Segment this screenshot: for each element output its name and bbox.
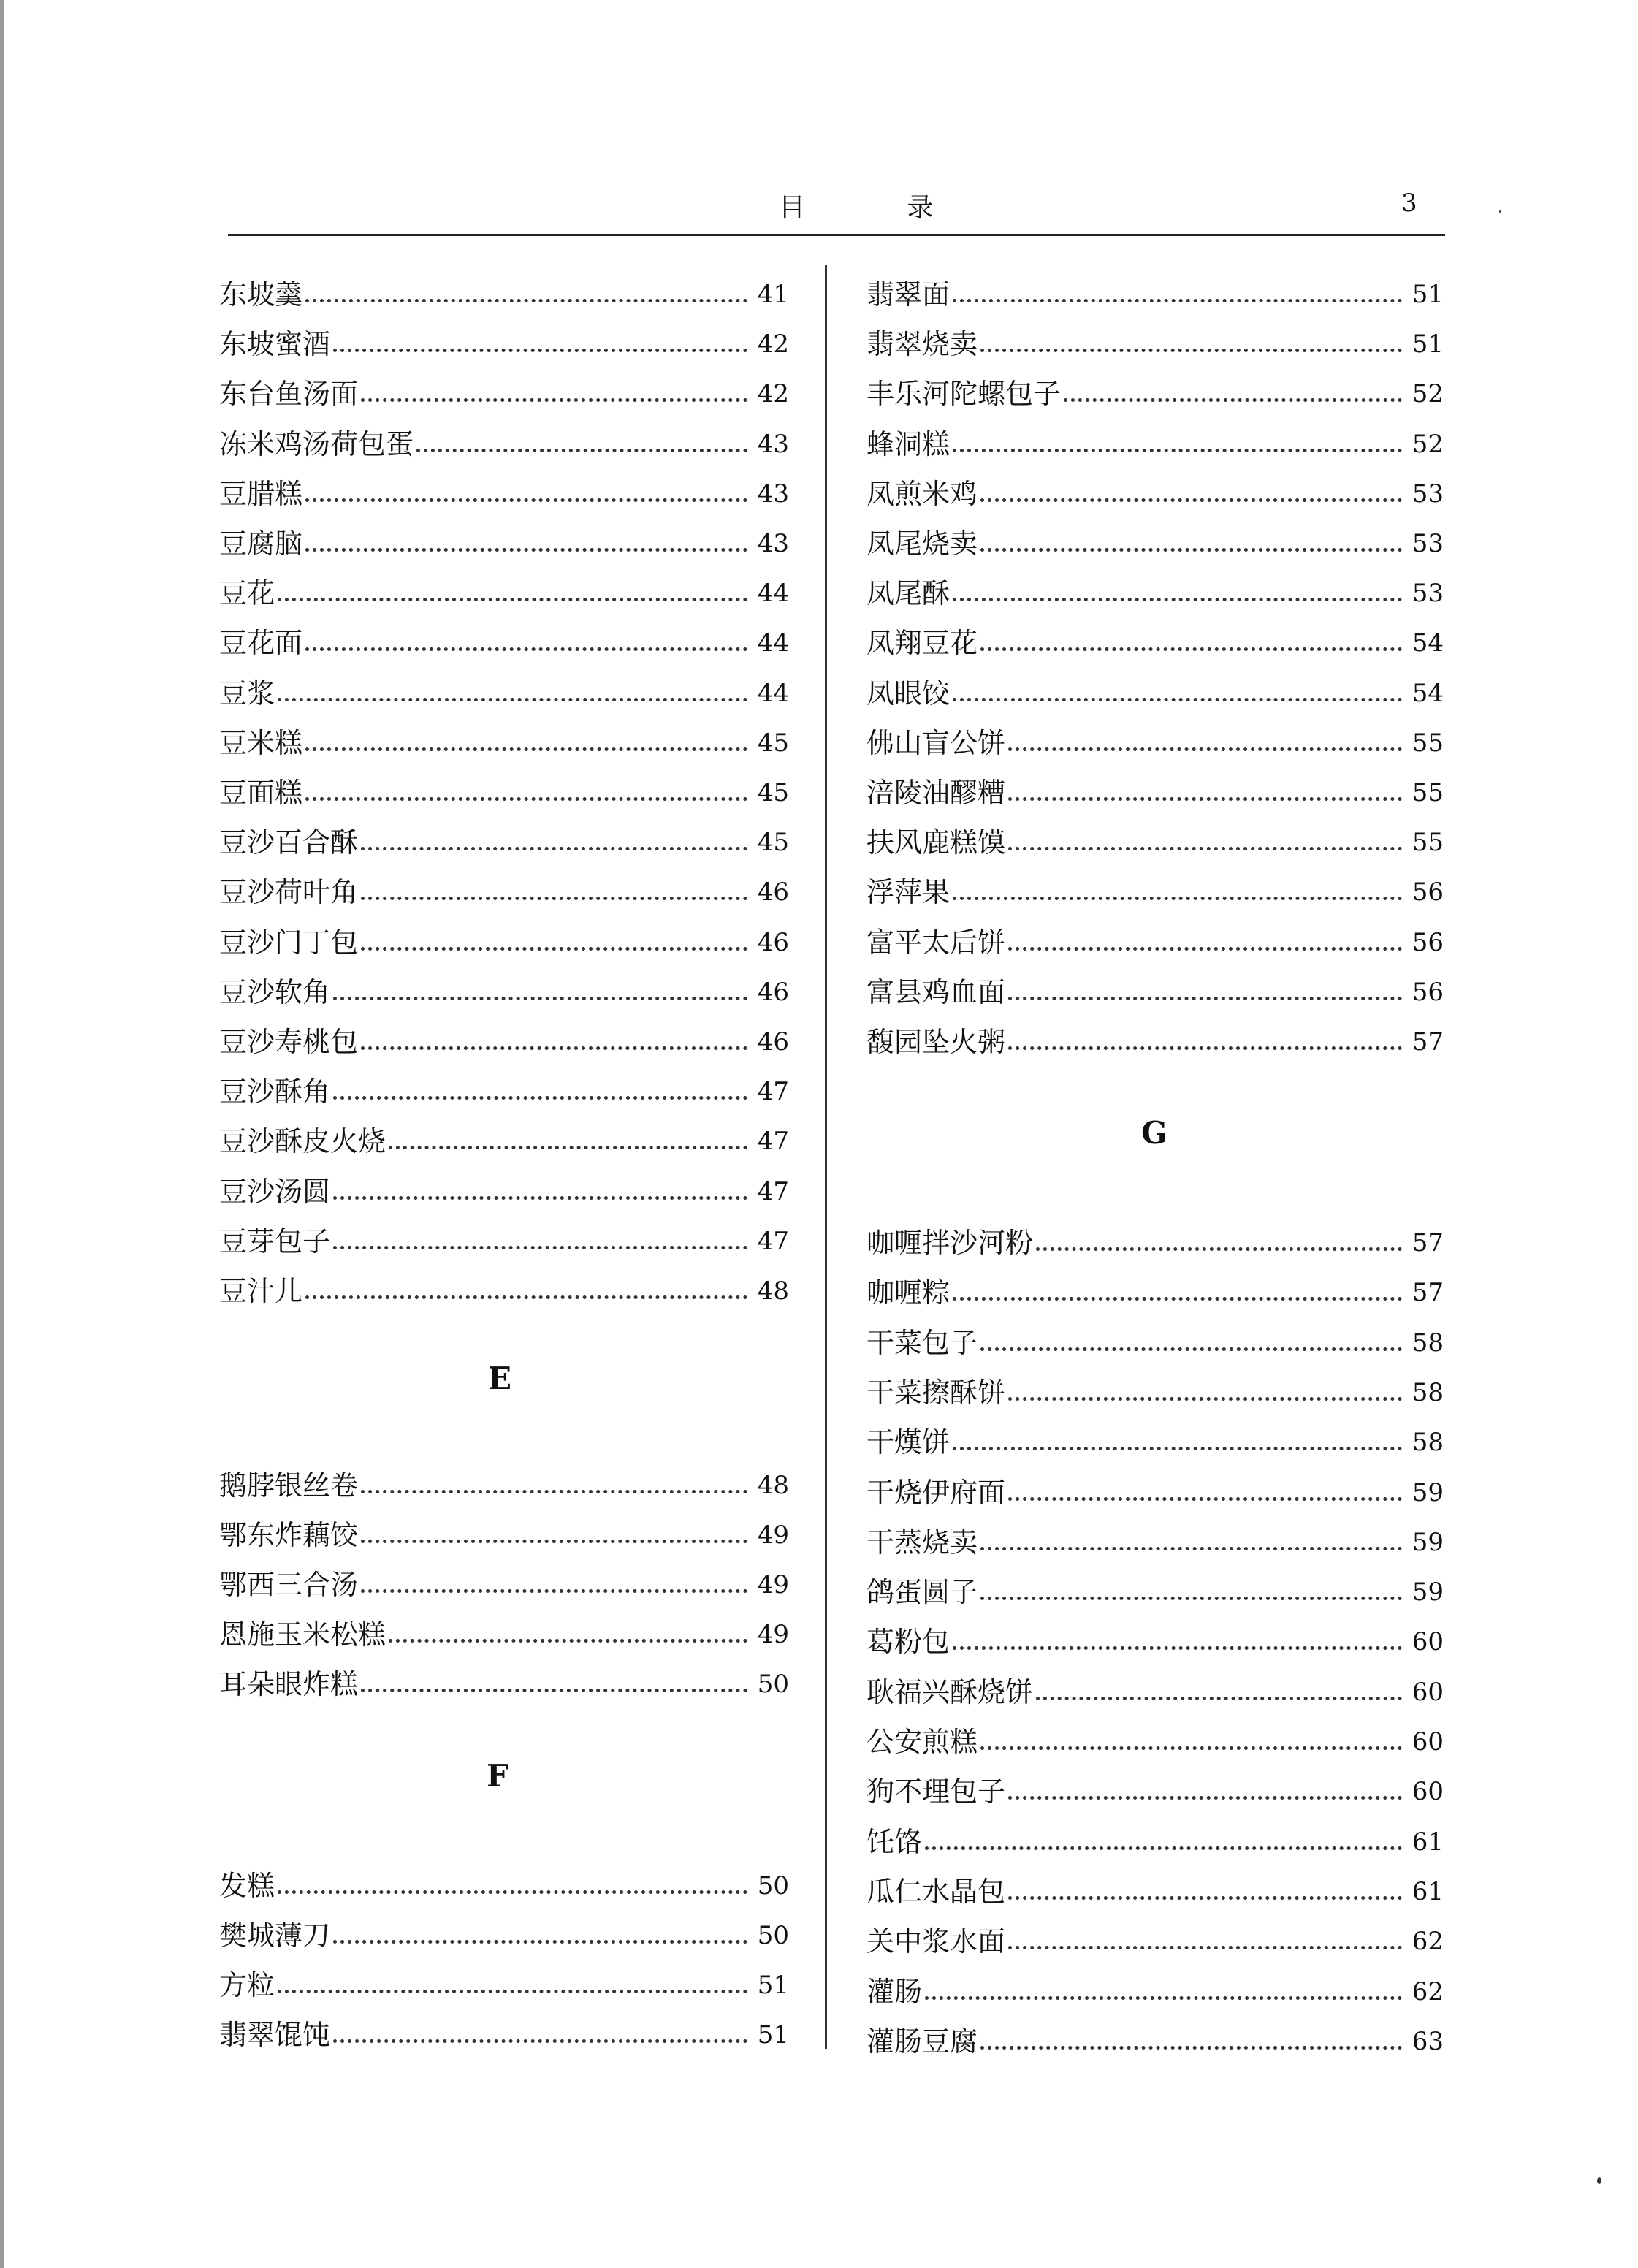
toc-entry [219,862,789,909]
dot-leader [333,1096,747,1100]
toc-entry-title: 关中浆水面 [866,1925,1006,1958]
toc-entry [866,2012,1444,2058]
toc-entry [219,1062,789,1106]
dot-leader [333,2039,747,2043]
dot-leader [1008,1796,1402,1800]
dot-leader [305,1295,747,1299]
toc-entry [866,1363,1444,1407]
toc-entry-title: 豆芽包子 [219,1225,331,1257]
toc-entry-title: 佛山盲公饼 [866,726,1006,759]
dot-leader [361,1589,747,1593]
toc-entry [219,1012,789,1056]
toc-entry [219,514,789,558]
dot-leader [980,2046,1402,2050]
dot-leader [1008,747,1402,751]
dot-leader [980,1746,1402,1750]
toc-entry-page: 53 [1412,529,1444,558]
toc-entry [219,1555,789,1599]
toc-entry-title: 瓜仁水晶包 [866,1875,1006,1908]
toc-entry-page: 48 [757,1471,789,1500]
dot-leader [980,1597,1402,1600]
toc-entry-page: 44 [757,579,789,609]
toc-entry-page: 61 [1412,1876,1444,1906]
toc-entry-title: 豆沙门丁包 [219,926,359,959]
toc-entry-title: 豆腐脑 [219,528,303,560]
dot-leader [361,1046,747,1050]
dot-leader [333,349,747,352]
toc-entry [866,464,1444,508]
dot-leader [305,299,747,302]
toc-entry [866,663,1444,707]
toc-entry-page: 51 [757,2020,789,2050]
dot-leader [333,997,747,1000]
right-column [866,0,1444,2268]
dot-leader [980,498,1402,502]
toc-entry-page: 51 [757,1971,789,2000]
toc-entry-page: 45 [757,828,789,858]
toc-entry [866,813,1444,859]
toc-entry-page: 60 [1412,1727,1444,1757]
toc-entry [219,1261,789,1305]
dot-leader [361,1490,747,1493]
toc-entry-page: 55 [1412,728,1444,758]
toc-entry-page: 45 [757,728,789,758]
toc-entry [219,913,789,959]
toc-entry-title: 冻米鸡汤荷包蛋 [219,427,414,460]
dot-leader [1008,1497,1402,1501]
toc-entry [219,1955,789,1999]
toc-entry [866,314,1444,361]
toc-entry-title: 涪陵油醪糟 [866,777,1006,809]
toc-entry-title: 馥园坠火粥 [866,1026,1006,1058]
toc-entry [866,862,1444,909]
dot-leader [1008,1896,1402,1900]
toc-entry-title: 凤煎米鸡 [866,477,978,510]
dot-leader [333,1940,747,1944]
dot-leader [1008,947,1402,951]
dot-leader [1064,398,1402,402]
toc-entry-page: 41 [757,280,789,309]
toc-entry [866,265,1444,311]
toc-entry-title: 鄂东炸藕饺 [219,1519,359,1551]
dot-leader [953,1297,1402,1301]
toc-entry-page: 58 [1412,1328,1444,1358]
toc-entry-page: 48 [757,1276,789,1306]
dot-leader [1008,1397,1402,1401]
toc-entry-title: 东坡羹 [219,278,303,311]
toc-entry [219,2005,789,2049]
toc-entry-page: 57 [1412,1027,1444,1057]
toc-entry-page: 55 [1412,828,1444,858]
toc-entry-title: 饦饹 [866,1825,923,1858]
toc-entry [866,1762,1444,1808]
toc-entry-title: 恩施玉米松糕 [219,1618,386,1651]
toc-entry-page: 46 [757,927,789,957]
dot-leader [1036,1697,1402,1700]
toc-entry-page: 56 [1412,977,1444,1007]
toc-entry-title: 翡翠面 [866,278,951,311]
dot-leader [361,398,747,402]
section-letter-e: E [488,1361,512,1396]
dot-leader [980,647,1402,651]
dot-leader [980,548,1402,552]
dot-leader [953,598,1402,601]
toc-entry [866,1412,1444,1459]
toc-entry [866,1911,1444,1958]
toc-entry-title: 凤眼饺 [866,677,951,709]
toc-entry-page: 51 [1412,330,1444,359]
toc-entry-title: 豆沙酥皮火烧 [219,1125,386,1158]
toc-entry [219,1505,789,1549]
dot-leader [1008,847,1402,850]
toc-entry [219,1605,789,1651]
toc-entry [219,1211,789,1255]
toc-entry-page: 54 [1412,628,1444,658]
toc-entry-title: 豆花面 [219,627,303,660]
toc-entry [219,1162,789,1206]
toc-entry-page: 45 [757,778,789,807]
toc-entry-page: 49 [757,1570,789,1599]
toc-entry-page: 58 [1412,1377,1444,1407]
toc-entry-page: 44 [757,628,789,658]
dot-leader [278,698,747,701]
dot-leader [1008,1046,1402,1050]
dot-leader [953,1646,1402,1650]
toc-entry-title: 豆米糕 [219,726,303,759]
toc-entry-title: 鄂西三合汤 [219,1569,359,1601]
toc-entry [219,364,789,411]
toc-entry [219,464,789,508]
toc-entry [866,1812,1444,1856]
toc-entry-title: 东台鱼汤面 [219,378,359,411]
dot-leader [305,498,747,502]
toc-entry [866,962,1444,1006]
toc-entry [866,763,1444,807]
toc-entry [866,1862,1444,1906]
toc-entry-page: 42 [757,379,789,409]
toc-entry [219,1654,789,1698]
dot-leader [980,1547,1402,1550]
dot-leader [953,897,1402,900]
toc-entry-page: 63 [1412,2026,1444,2056]
toc-entry [219,314,789,361]
toc-entry-page: 61 [1412,1827,1444,1857]
toc-entry [866,713,1444,757]
toc-entry-title: 富平太后饼 [866,926,1006,959]
section-letter-g: G [1141,1115,1167,1151]
toc-entry [219,1856,789,1900]
toc-entry-page: 47 [757,1127,789,1157]
dot-leader [305,747,747,751]
dot-leader [361,1689,747,1692]
toc-entry-title: 富县鸡血面 [866,975,1006,1008]
toc-entry [866,1263,1444,1309]
toc-entry [866,414,1444,458]
toc-entry-page: 59 [1412,1578,1444,1607]
dot-leader [925,1846,1402,1850]
toc-entry [219,1906,789,1952]
toc-entry [866,1313,1444,1357]
toc-entry-title: 东坡蜜酒 [219,328,331,361]
dot-leader [305,797,747,801]
toc-entry [866,1213,1444,1257]
toc-entry-page: 55 [1412,778,1444,807]
toc-entry [219,613,789,660]
toc-entry-page: 56 [1412,878,1444,907]
toc-entry-title: 豆沙百合酥 [219,826,359,859]
toc-entry-page: 43 [757,479,789,509]
toc-entry-page: 53 [1412,479,1444,509]
toc-entry-page: 52 [1412,429,1444,459]
toc-entry-title: 干蒸烧卖 [866,1526,978,1559]
dot-leader [1008,997,1402,1000]
toc-entry-title: 翡翠馄饨 [219,2019,331,2051]
toc-entry-page: 57 [1412,1228,1444,1257]
dot-leader [278,1890,747,1894]
toc-entry-page: 59 [1412,1527,1444,1557]
toc-entry-title: 豆面糕 [219,777,303,809]
toc-entry-title: 干熯饼 [866,1426,951,1459]
toc-entry-page: 50 [757,1670,789,1699]
toc-entry-title: 耳朵眼炸糕 [219,1668,359,1700]
toc-entry [866,563,1444,610]
toc-entry-page: 46 [757,977,789,1007]
toc-entry-page: 47 [757,1077,789,1107]
toc-entry-page: 49 [757,1620,789,1649]
toc-entry [219,563,789,610]
toc-entry-title: 豆浆 [219,677,275,709]
toc-entry [866,514,1444,558]
dot-leader [361,1540,747,1543]
toc-entry-page: 59 [1412,1477,1444,1507]
dot-leader [1036,1247,1402,1251]
toc-entry-title: 蜂洞糕 [866,427,951,460]
toc-entry [866,364,1444,411]
dot-leader [305,647,747,651]
toc-entry-title: 扶风鹿糕馍 [866,826,1006,859]
scan-speck [1597,2177,1601,2184]
dot-leader [361,947,747,951]
toc-entry-title: 豆沙荷叶角 [219,876,359,909]
toc-entry [219,813,789,859]
left-column [219,0,789,2268]
dot-leader [278,1990,747,1993]
toc-entry-page: 46 [757,878,789,907]
toc-entry-page: 62 [1412,1927,1444,1957]
scan-edge-shadow [0,0,4,2268]
toc-entry [219,763,789,807]
dot-leader [333,1196,747,1200]
toc-entry [866,1712,1444,1756]
toc-entry-title: 灌肠 [866,1975,923,2008]
toc-entry-page: 50 [757,1871,789,1900]
toc-entry-page: 60 [1412,1777,1444,1807]
dot-leader [389,1639,747,1643]
toc-entry-title: 咖喱拌沙河粉 [866,1227,1034,1259]
dot-leader [980,349,1402,352]
dot-leader [1008,1946,1402,1949]
toc-entry [219,265,789,311]
toc-entry-page: 56 [1412,927,1444,957]
dot-leader [925,1996,1402,2000]
toc-entry-page: 57 [1412,1278,1444,1308]
toc-entry-title: 翡翠烧卖 [866,328,978,361]
toc-entry-title: 凤尾酥 [866,577,951,610]
dot-leader [278,598,747,601]
dot-leader [953,449,1402,452]
toc-entry-page: 50 [757,1921,789,1950]
page-title: 目 录 [779,193,980,223]
toc-entry-title: 干菜擦酥饼 [866,1376,1006,1409]
toc-entry-page: 44 [757,678,789,708]
toc-entry-title: 凤翔豆花 [866,627,978,660]
dot-leader [953,698,1402,701]
toc-entry-title: 狗不理包子 [866,1776,1006,1808]
toc-entry-page: 52 [1412,379,1444,409]
toc-entry-title: 鹅脖银丝卷 [219,1469,359,1502]
toc-entry-title: 凤尾烧卖 [866,528,978,560]
toc-entry-page: 47 [757,1176,789,1206]
toc-entry-title: 发糕 [219,1870,275,1902]
dot-leader [416,449,747,452]
toc-entry-page: 47 [757,1226,789,1256]
toc-entry-title: 豆腊糕 [219,477,303,510]
dot-leader [953,299,1402,302]
dot-leader [389,1146,747,1149]
toc-entry [866,1662,1444,1706]
toc-entry-title: 葛粉包 [866,1626,951,1659]
dot-leader [333,1246,747,1249]
toc-entry-page: 60 [1412,1627,1444,1657]
toc-entry-page: 54 [1412,678,1444,708]
toc-entry-page: 43 [757,529,789,558]
toc-entry-title: 咖喱粽 [866,1276,951,1309]
toc-entry [866,1512,1444,1559]
toc-entry-title: 豆沙寿桃包 [219,1026,359,1058]
scan-speck [1499,210,1501,213]
toc-entry-page: 51 [1412,280,1444,309]
toc-entry-page: 62 [1412,1976,1444,2006]
dot-leader [361,847,747,850]
toc-entry [866,1463,1444,1507]
toc-entry [866,1562,1444,1609]
toc-entry-page: 60 [1412,1677,1444,1707]
toc-entry-title: 方粒 [219,1969,275,2001]
page-number: 3 [1401,189,1417,218]
toc-entry-page: 49 [757,1521,789,1550]
toc-entry-title: 干菜包子 [866,1326,978,1359]
toc-entry [219,663,789,707]
toc-entry-title: 灌肠豆腐 [866,2025,978,2058]
toc-entry-page: 42 [757,330,789,359]
toc-entry-title: 浮萍果 [866,876,951,909]
toc-entry-page: 58 [1412,1428,1444,1458]
toc-entry-page: 46 [757,1027,789,1057]
toc-entry-title: 樊城薄刀 [219,1919,331,1952]
toc-entry-title: 豆花 [219,577,275,610]
toc-entry [219,1111,789,1158]
dot-leader [1008,797,1402,801]
toc-entry-page: 53 [1412,579,1444,609]
toc-entry [219,962,789,1006]
dot-leader [980,1347,1402,1351]
toc-entry [219,1455,789,1502]
toc-entry [219,414,789,458]
toc-entry-title: 豆沙汤圆 [219,1175,331,1208]
column-divider [825,265,827,2049]
toc-entry-title: 鸽蛋圆子 [866,1576,978,1609]
toc-entry-page: 43 [757,429,789,459]
toc-entry-title: 豆沙酥角 [219,1076,331,1108]
toc-entry-title: 干烧伊府面 [866,1476,1006,1509]
dot-leader [361,897,747,900]
dot-leader [953,1447,1402,1450]
toc-entry [866,1612,1444,1659]
toc-entry [219,713,789,757]
toc-entry-title: 豆沙软角 [219,975,331,1008]
toc-entry [866,613,1444,660]
toc-entry-title: 耿福兴酥烧饼 [866,1675,1034,1708]
toc-entry-title: 公安煎糕 [866,1726,978,1758]
dot-leader [305,548,747,552]
toc-entry [866,1012,1444,1056]
toc-entry [866,913,1444,959]
section-letter-f: F [487,1758,508,1794]
toc-entry [866,1962,1444,2006]
toc-entry-title: 丰乐河陀螺包子 [866,378,1062,411]
toc-entry-title: 豆汁儿 [219,1275,303,1307]
